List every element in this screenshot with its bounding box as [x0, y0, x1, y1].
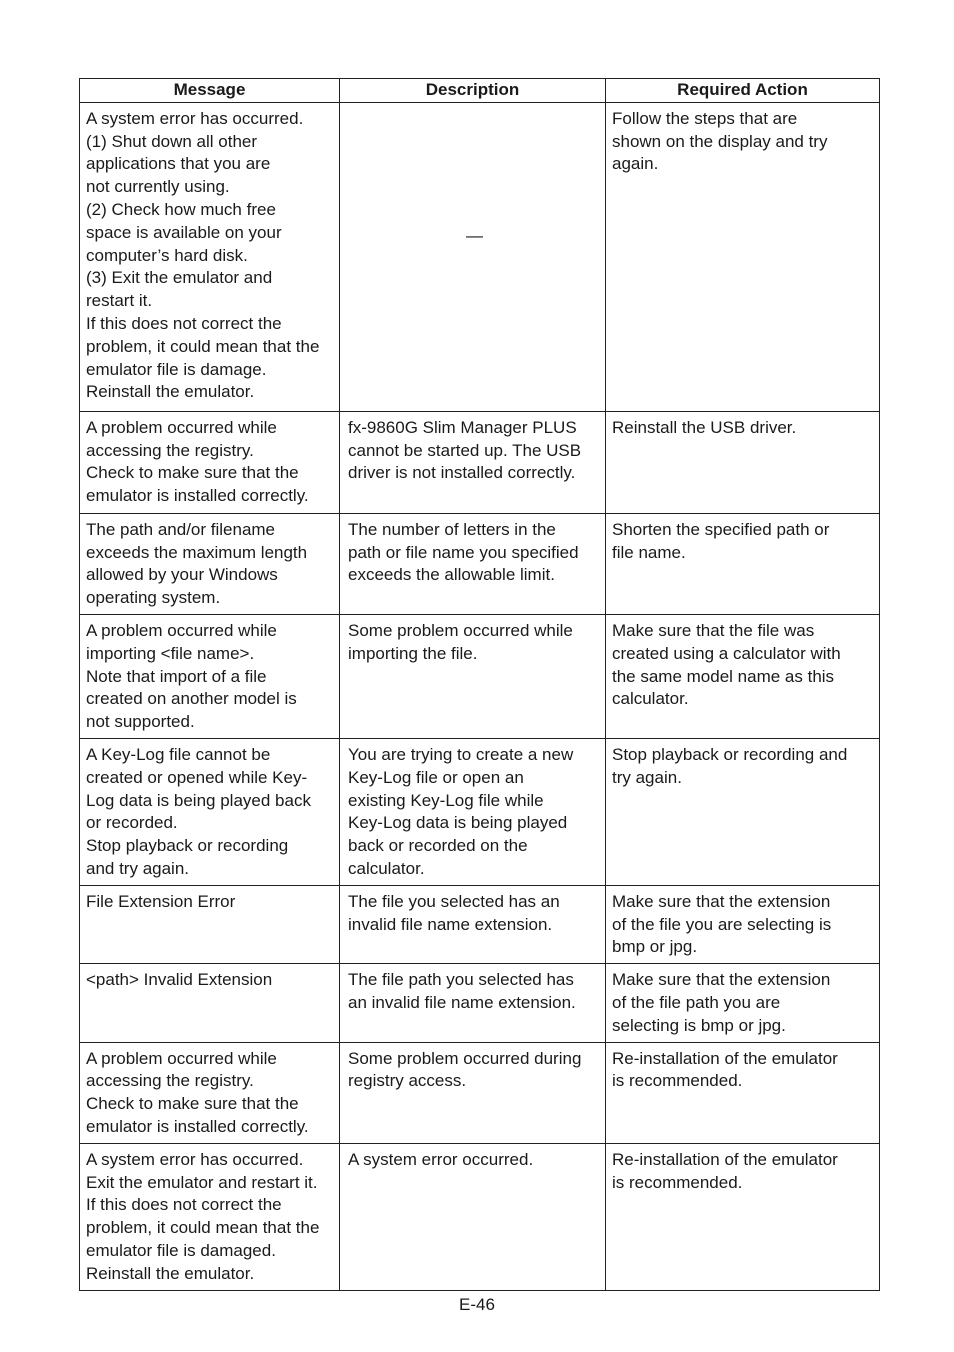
table-row — [80, 513, 880, 614]
message-line: exceeds the maximum length — [86, 542, 308, 562]
action-cell — [606, 102, 880, 411]
message-line: allowed by your Windows — [86, 565, 278, 585]
message-line: Exit the emulator and restart it. — [86, 1172, 318, 1192]
message-line: problem, it could mean that the — [86, 1218, 320, 1238]
message-line: A Key-Log file cannot be — [86, 744, 271, 764]
table-row — [80, 102, 880, 411]
table-row — [80, 411, 880, 513]
message-cell — [80, 102, 340, 411]
description-line: The file path you selected has — [348, 970, 574, 990]
message-line: not currently using. — [86, 177, 230, 197]
description-cell — [340, 964, 606, 1042]
description-cell — [340, 1143, 606, 1290]
action-line: Stop playback or recording and — [612, 744, 848, 764]
message-step — [86, 199, 335, 267]
message-line: accessing the registry. — [86, 1071, 254, 1091]
message-cell — [80, 614, 340, 738]
table-row — [80, 885, 880, 963]
message-line: A system error has occurred. — [86, 108, 304, 128]
message-line: operating system. — [86, 588, 221, 608]
description-cell — [340, 411, 606, 513]
message-line: Check to make sure that the — [86, 463, 299, 483]
message-line: A problem occurred while — [86, 620, 277, 640]
action-line: calculator. — [612, 689, 689, 709]
action-line: bmp or jpg. — [612, 937, 698, 957]
message-line: importing <file name>. — [86, 643, 255, 663]
action-line: Re-installation of the emulator — [612, 1149, 838, 1169]
description-line: calculator. — [348, 858, 425, 878]
message-cell — [80, 885, 340, 963]
action-cell — [606, 1042, 880, 1143]
action-line: shown on the display and try — [612, 131, 828, 151]
message-cell — [80, 411, 340, 513]
description-line: You are trying to create a new — [348, 744, 574, 764]
table-row — [80, 964, 880, 1042]
description-line: registry access. — [348, 1071, 467, 1091]
error-message-table — [79, 78, 880, 1291]
action-line: file name. — [612, 542, 686, 562]
description-line: Some problem occurred during — [348, 1048, 582, 1068]
action-cell — [606, 513, 880, 614]
message-line: restart it. — [86, 291, 153, 311]
description-line: Key-Log file or open an — [348, 767, 524, 787]
table-row — [80, 1042, 880, 1143]
description-line: an invalid file name extension. — [348, 992, 576, 1012]
message-line: A problem occurred while — [86, 417, 277, 437]
description-line: driver is not installed correctly. — [348, 463, 576, 483]
message-step — [86, 267, 335, 313]
action-line: Reinstall the USB driver. — [612, 417, 797, 437]
action-line: created using a calculator with — [612, 643, 841, 663]
table-row — [80, 1143, 880, 1290]
action-line: the same model name as this — [612, 666, 835, 686]
description-cell — [340, 885, 606, 963]
table-body — [80, 411, 880, 1290]
description-cell — [340, 738, 606, 885]
message-cell — [80, 513, 340, 614]
message-line: The path and/or filename — [86, 519, 276, 539]
page-number: E-46 — [459, 1295, 495, 1314]
description-dash: — — [466, 226, 483, 246]
message-cell — [80, 1143, 340, 1290]
message-line: (3) Exit the emulator and — [86, 268, 273, 288]
message-line: If this does not correct the — [86, 313, 282, 333]
header-description: Description — [340, 79, 606, 103]
description-line: existing Key-Log file while — [348, 790, 544, 810]
action-cell — [606, 738, 880, 885]
description-line: invalid file name extension. — [348, 914, 553, 934]
message-line: created or opened while Key- — [86, 767, 308, 787]
message-line: problem, it could mean that the — [86, 336, 320, 356]
message-line: and try again. — [86, 858, 190, 878]
message-line: emulator is installed correctly. — [86, 486, 309, 506]
message-line: created on another model is — [86, 689, 297, 709]
action-line: is recommended. — [612, 1071, 743, 1091]
action-line: of the file you are selecting is — [612, 914, 832, 934]
message-line: File Extension Error — [86, 891, 236, 911]
description-cell — [340, 102, 606, 411]
header-required-action: Required Action — [606, 79, 880, 103]
description-line: Some problem occurred while — [348, 620, 573, 640]
description-line: The number of letters in the — [348, 519, 556, 539]
description-line: The file you selected has an — [348, 891, 560, 911]
message-cell — [80, 964, 340, 1042]
action-line: Make sure that the extension — [612, 970, 831, 990]
description-line: exceeds the allowable limit. — [348, 565, 555, 585]
message-line: A system error has occurred. — [86, 1149, 304, 1169]
message-line: <path> Invalid Extension — [86, 970, 273, 990]
action-line: is recommended. — [612, 1172, 743, 1192]
message-line: space is available on your — [86, 222, 282, 242]
message-cell — [80, 738, 340, 885]
action-line: Follow the steps that are — [612, 108, 798, 128]
description-line: A system error occurred. — [348, 1149, 534, 1169]
message-line: applications that you are — [86, 154, 271, 174]
table-header-row — [80, 79, 880, 103]
table-row — [80, 738, 880, 885]
message-line: Reinstall the emulator. — [86, 1263, 255, 1283]
message-line: (2) Check how much free — [86, 199, 276, 219]
action-line: Re-installation of the emulator — [612, 1048, 838, 1068]
description-line: back or recorded on the — [348, 836, 528, 856]
message-line: or recorded. — [86, 813, 178, 833]
description-cell — [340, 614, 606, 738]
message-line: emulator file is damage. — [86, 359, 267, 379]
header-message: Message — [80, 79, 340, 103]
action-cell — [606, 964, 880, 1042]
description-cell — [340, 513, 606, 614]
action-line: try again. — [612, 767, 682, 787]
description-line: importing the file. — [348, 643, 478, 663]
action-cell — [606, 614, 880, 738]
message-line: (1) Shut down all other — [86, 131, 258, 151]
description-line: Key-Log data is being played — [348, 813, 568, 833]
message-line: accessing the registry. — [86, 440, 254, 460]
description-cell — [340, 1042, 606, 1143]
message-line: Note that import of a file — [86, 666, 267, 686]
message-line: A problem occurred while — [86, 1048, 277, 1068]
action-cell — [606, 411, 880, 513]
table-row — [80, 614, 880, 738]
action-cell — [606, 885, 880, 963]
action-cell — [606, 1143, 880, 1290]
action-line: Make sure that the extension — [612, 891, 831, 911]
action-line: again. — [612, 154, 659, 174]
message-line: emulator file is damaged. — [86, 1240, 276, 1260]
message-line: Log data is being played back — [86, 790, 311, 810]
message-step — [86, 131, 335, 199]
message-cell — [80, 1042, 340, 1143]
action-line: Make sure that the file was — [612, 620, 815, 640]
message-line: Reinstall the emulator. — [86, 382, 255, 402]
action-line: of the file path you are — [612, 992, 781, 1012]
message-line: If this does not correct the — [86, 1195, 282, 1215]
message-line: Check to make sure that the — [86, 1094, 299, 1114]
message-line: computer’s hard disk. — [86, 245, 248, 265]
description-line: fx-9860G Slim Manager PLUS — [348, 417, 577, 437]
description-line: cannot be started up. The USB — [348, 440, 582, 460]
action-line: Shorten the specified path or — [612, 519, 830, 539]
message-line: Stop playback or recording — [86, 836, 289, 856]
message-line: emulator is installed correctly. — [86, 1116, 309, 1136]
description-line: path or file name you specified — [348, 542, 579, 562]
action-line: selecting is bmp or jpg. — [612, 1015, 786, 1035]
message-line: not supported. — [86, 712, 195, 732]
